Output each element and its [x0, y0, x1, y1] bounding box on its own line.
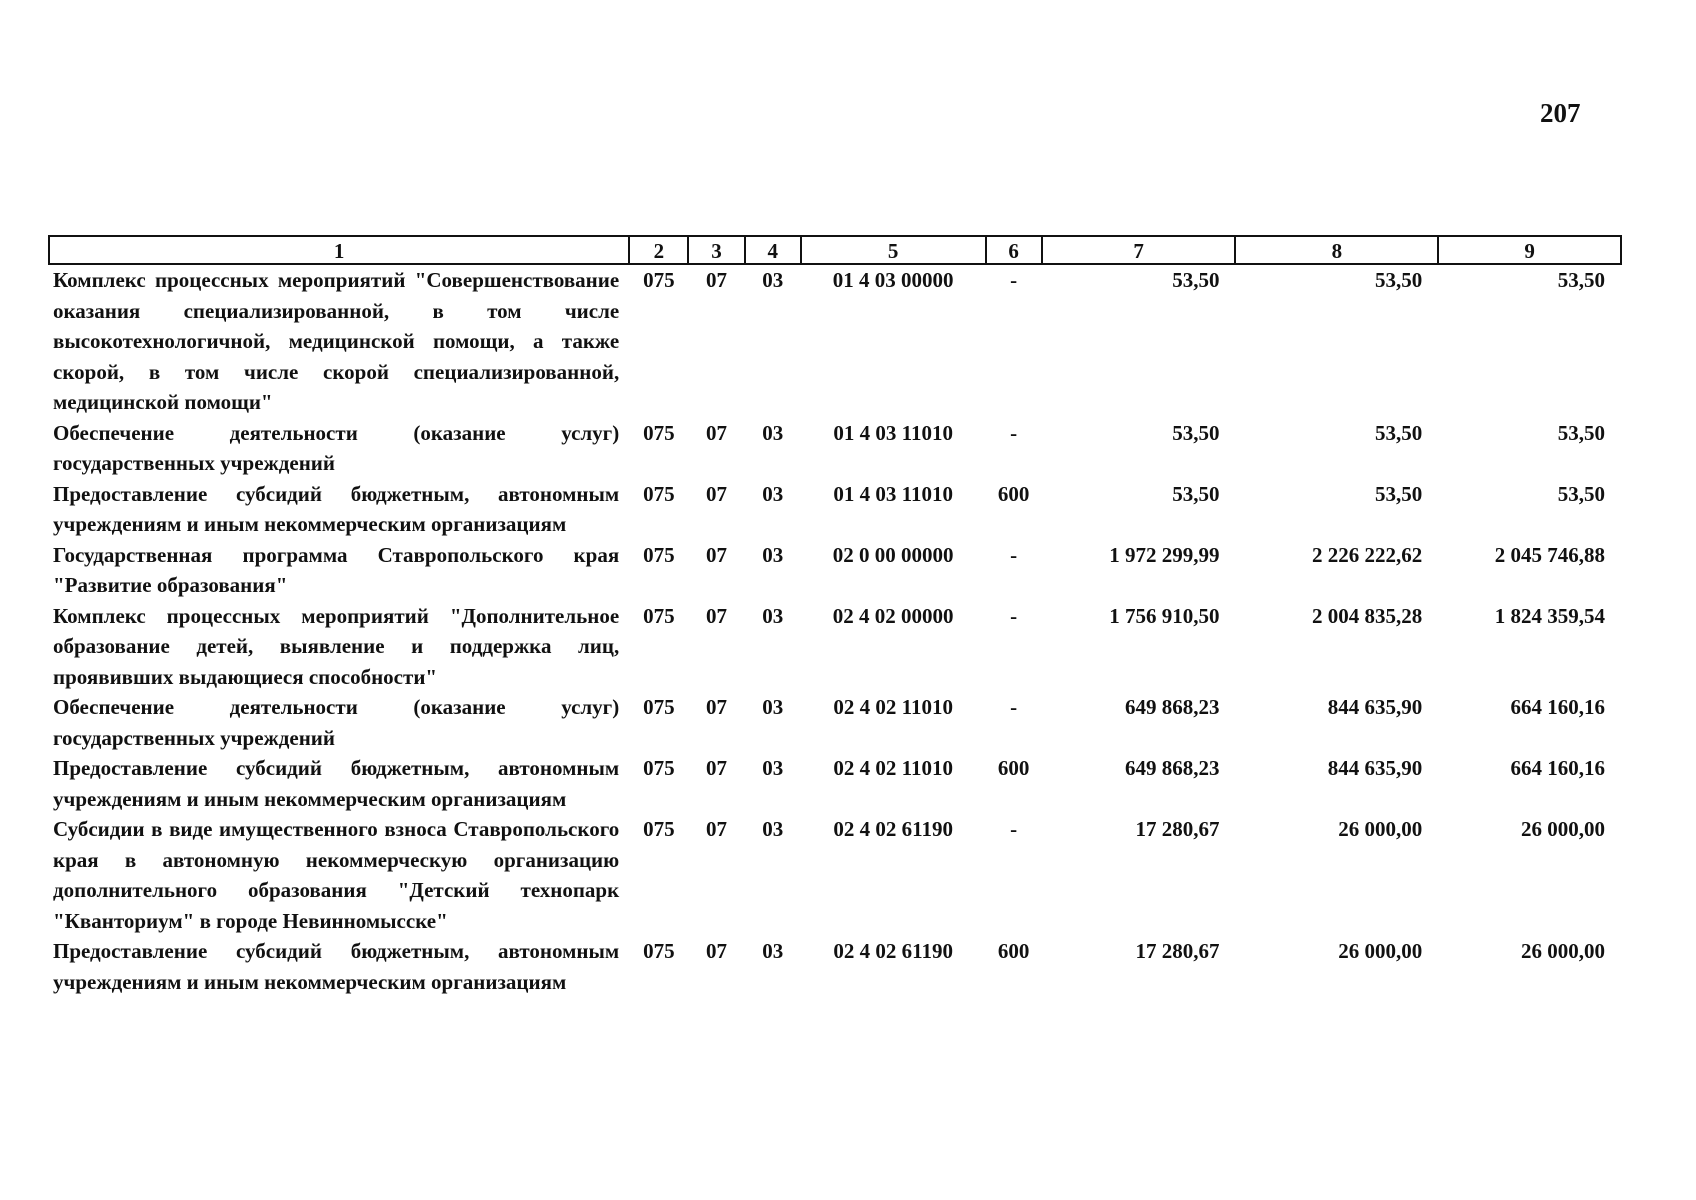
cell-col3: 07	[706, 756, 728, 780]
cell-col7: 53,50	[1172, 268, 1220, 292]
cell-col2: 075	[643, 695, 675, 719]
cell-col6: 600	[997, 939, 1030, 963]
cell-col7: 1 756 910,50	[1109, 603, 1220, 628]
cell-col9: 26 000,00	[1521, 939, 1605, 963]
cell-col5: 01 4 03 00000	[832, 268, 954, 292]
cell-col5: 01 4 03 11010	[833, 420, 953, 445]
cell-col5: 02 4 02 00000	[832, 603, 954, 628]
cell-col4: 03	[762, 756, 784, 780]
cell-col8: 53,50	[1374, 420, 1423, 445]
table-row	[49, 753, 1621, 814]
cell-col2: 075	[643, 603, 675, 628]
table-row	[49, 814, 1621, 936]
cell-col9: 1 824 359,54	[1494, 603, 1605, 628]
cell-col6: -	[1010, 268, 1018, 292]
cell-col4: 03	[762, 268, 784, 292]
cell-col2: 075	[643, 542, 675, 567]
table-row	[49, 479, 1621, 540]
cell-col9: 664 160,16	[1510, 756, 1605, 780]
row-name: Обеспечение деятельности (оказание услуг) государственных учреждений	[53, 420, 620, 475]
header-cell: 6	[986, 236, 1042, 264]
cell-col5: 01 4 03 11010	[833, 481, 953, 506]
cell-col8: 26 000,00	[1338, 939, 1423, 963]
cell-col3: 07	[706, 268, 728, 292]
cell-col7: 649 868,23	[1124, 756, 1220, 780]
cell-col8: 26 000,00	[1338, 817, 1423, 841]
header-cell: 9	[1438, 236, 1621, 264]
cell-col5: 02 4 02 11010	[833, 695, 953, 719]
cell-col2: 075	[643, 420, 675, 445]
cell-col9: 664 160,16	[1510, 695, 1605, 719]
cell-col2: 075	[643, 268, 675, 292]
cell-col3: 07	[706, 939, 728, 963]
row-name: Предоставление субсидий бюджетным, автономным учреждениям и иным некоммерческим организациям	[53, 756, 620, 811]
cell-col7: 53,50	[1172, 420, 1220, 445]
cell-col7: 17 280,67	[1135, 817, 1220, 841]
cell-col6: 600	[997, 481, 1030, 506]
cell-col6: -	[1010, 420, 1018, 445]
table-row	[49, 601, 1621, 693]
table-row	[49, 264, 1621, 418]
row-name: Предоставление субсидий бюджетным, автономным учреждениям и иным некоммерческим организациям	[53, 481, 620, 536]
cell-col9: 26 000,00	[1521, 817, 1605, 841]
header-cell: 4	[745, 236, 801, 264]
cell-col6: -	[1010, 603, 1018, 628]
cell-col2: 075	[643, 817, 675, 841]
cell-col9: 53,50	[1557, 268, 1605, 292]
cell-col7: 1 972 299,99	[1109, 542, 1220, 567]
cell-col8: 844 635,90	[1327, 756, 1423, 780]
cell-col3: 07	[706, 420, 728, 445]
cell-col7: 53,50	[1172, 481, 1220, 506]
cell-col9: 53,50	[1557, 420, 1605, 445]
cell-col3: 07	[706, 817, 728, 841]
header-cell: 8	[1235, 236, 1438, 264]
row-name: Государственная программа Ставропольского края "Развитие образования"	[53, 542, 620, 597]
cell-col4: 03	[762, 603, 784, 628]
cell-col8: 53,50	[1374, 268, 1423, 292]
cell-col7: 17 280,67	[1135, 939, 1220, 963]
cell-col4: 03	[762, 481, 784, 506]
cell-col5: 02 4 02 61190	[833, 939, 953, 963]
cell-col6: -	[1010, 817, 1018, 841]
row-name: Обеспечение деятельности (оказание услуг) государственных учреждений	[53, 695, 620, 750]
table-row	[49, 936, 1621, 997]
cell-col2: 075	[643, 481, 675, 506]
cell-col2: 075	[643, 939, 675, 963]
cell-col4: 03	[762, 817, 784, 841]
header-cell: 3	[688, 236, 744, 264]
cell-col4: 03	[762, 542, 784, 567]
header-cell: 7	[1042, 236, 1236, 264]
cell-col4: 03	[762, 695, 784, 719]
cell-col8: 2 226 222,62	[1311, 542, 1423, 567]
cell-col3: 07	[706, 695, 728, 719]
cell-col6: -	[1010, 695, 1018, 719]
row-name: Субсидии в виде имущественного взноса Ставропольского края в автономную некоммерческую организацию дополнительного образования "Детский технопарк "Кванториум" в городе Невинномысске"	[53, 817, 620, 933]
table-row	[49, 540, 1621, 601]
cell-col5: 02 0 00 00000	[832, 542, 954, 567]
cell-col8: 844 635,90	[1327, 695, 1423, 719]
table-row	[49, 692, 1621, 753]
header-row	[49, 236, 1621, 264]
cell-col5: 02 4 02 11010	[833, 756, 953, 780]
header-cell: 2	[629, 236, 688, 264]
cell-col6: 600	[997, 756, 1030, 780]
row-name: Комплекс процессных мероприятий "Совершенствование оказания специализированной, в том числе высокотехнологичной, медицинской помощи, а также скорой, в том числе скорой специализированной, медицинской помощи"	[53, 268, 620, 414]
cell-col3: 07	[706, 481, 728, 506]
table-body	[49, 264, 1621, 997]
cell-col5: 02 4 02 61190	[833, 817, 953, 841]
budget-table	[48, 235, 1622, 997]
header-cell: 5	[801, 236, 986, 264]
cell-col9: 2 045 746,88	[1494, 542, 1605, 567]
table-header	[49, 236, 1621, 264]
row-name: Предоставление субсидий бюджетным, автономным учреждениям и иным некоммерческим организациям	[53, 939, 620, 994]
cell-col8: 2 004 835,28	[1311, 603, 1423, 628]
cell-col3: 07	[706, 542, 728, 567]
cell-col4: 03	[762, 939, 784, 963]
cell-col6: -	[1010, 542, 1018, 567]
header-cell: 1	[49, 236, 629, 264]
row-name: Комплекс процессных мероприятий "Дополнительное образование детей, выявление и поддержка лиц, проявивших выдающиеся способности"	[53, 603, 620, 689]
cell-col8: 53,50	[1374, 481, 1423, 506]
cell-col2: 075	[643, 756, 675, 780]
cell-col3: 07	[706, 603, 728, 628]
cell-col9: 53,50	[1557, 481, 1605, 506]
table-row	[49, 418, 1621, 479]
cell-col4: 03	[762, 420, 784, 445]
cell-col7: 649 868,23	[1124, 695, 1220, 719]
page-number: 207	[1540, 98, 1581, 128]
